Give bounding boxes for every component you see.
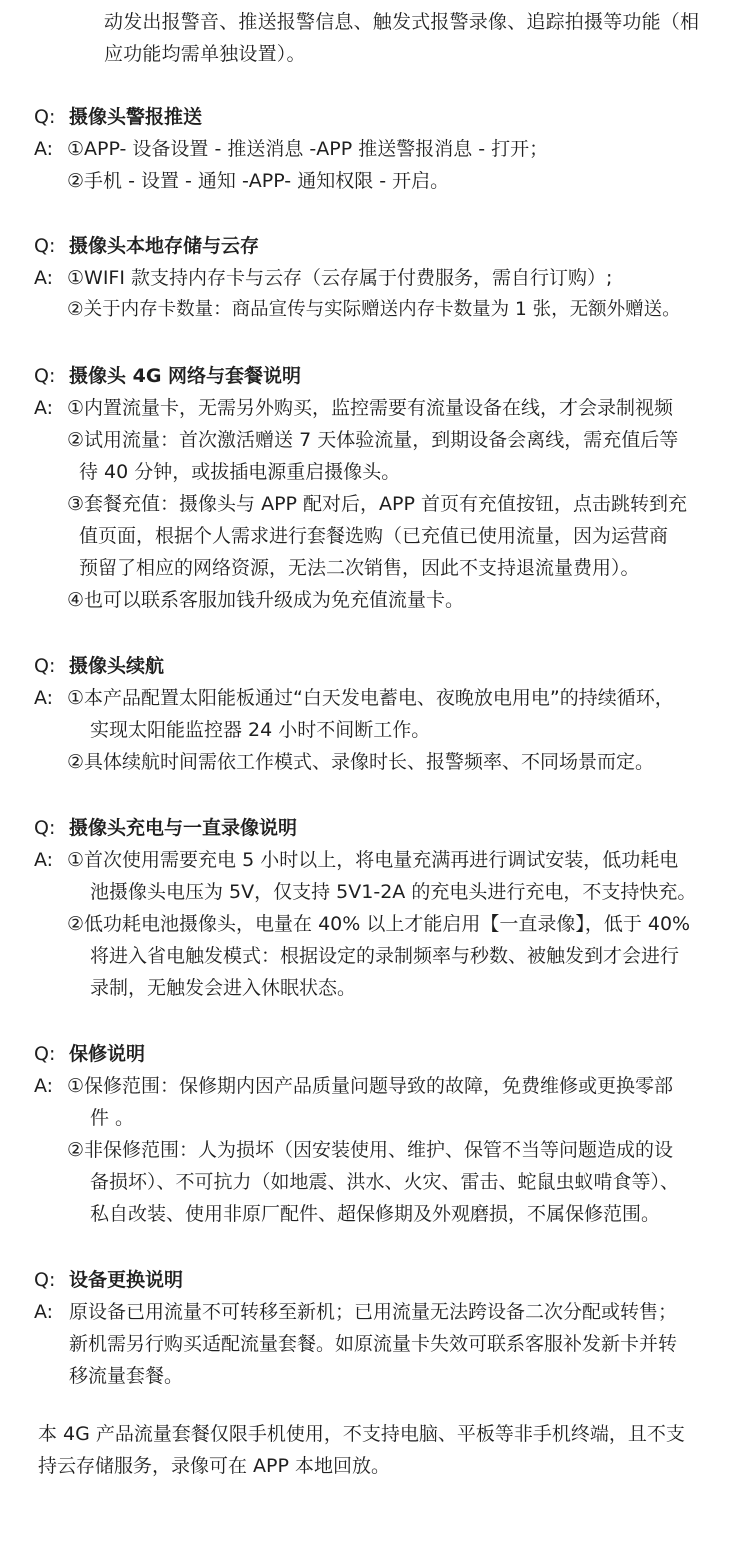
question-marker: Q: [34,365,56,387]
question-title: 摄像头警报推送 [69,106,203,128]
faq-item-storage [0,230,750,326]
answer-marker: A: [34,397,54,419]
answer-line: ②非保修范围：人为损坏（因安装使用、维护、保管不当等问题造成的设 [67,1139,674,1161]
question-marker: Q: [34,235,56,257]
answer-marker: A: [34,1075,54,1097]
footer-line: 本 4G 产品流量套餐仅限手机使用，不支持电脑、平板等非手机终端，且不支 [38,1423,685,1445]
answer-block [0,682,750,778]
question-row [0,360,750,392]
answer-line: ①内置流量卡，无需另外购买，监控需要有流量设备在线，才会录制视频 [67,397,674,419]
question-title: 保修说明 [69,1043,146,1065]
answer-line: 实现太阳能监控器 24 小时不间断工作。 [90,719,431,741]
faq-item-battery-life [0,650,750,778]
answer-line: 移流量套餐。 [69,1365,184,1387]
answer-block [0,133,750,197]
answer-line: ②具体续航时间需依工作模式、录像时长、报警频率、不同场景而定。 [67,751,655,773]
answer-line: ②关于内存卡数量：商品宣传与实际赠送内存卡数量为 1 张，无额外赠送。 [67,299,681,320]
answer-line: 将进入省电触发模式：根据设定的录制频率与秒数、被触发到才会进行 [90,945,680,967]
answer-block [0,392,750,616]
question-title: 摄像头 4G 网络与套餐说明 [69,365,302,387]
question-row [0,1264,750,1296]
faq-item-charging-recording [0,812,750,1004]
footer-line: 持云存储服务，录像可在 APP 本地回放。 [38,1455,390,1477]
answer-line: ①WIFI 款支持内存卡与云存（云存属于付费服务，需自行订购）; [67,267,613,289]
answer-line: 预留了相应的网络资源，无法二次销售，因此不支持退流量费用）。 [79,557,640,579]
answer-line: 值页面，根据个人需求进行套餐选购（已充值已使用流量，因为运营商 [79,525,669,547]
intro-line: 动发出报警音、推送报警信息、触发式报警录像、追踪拍摄等功能（相 [104,11,700,33]
faq-item-device-replacement [0,1264,750,1392]
answer-line: 新机需另行购买适配流量套餐。如原流量卡失效可联系客服补发新卡并转 [69,1333,678,1355]
answer-line: ①本产品配置太阳能板通过“白天发电蓄电、夜晚放电用电”的持续循环， [67,687,674,709]
answer-line: ④也可以联系客服加钱升级成为免充值流量卡。 [67,589,465,611]
answer-line: ③套餐充值：摄像头与 APP 配对后，APP 首页有充值按钮，点击跳转到充 [67,493,687,515]
footer-note [38,1418,728,1482]
answer-line: ②手机 - 设置 - 通知 -APP- 通知权限 - 开启。 [67,170,450,192]
answer-line: ②试用流量：首次激活赠送 7 天体验流量，到期设备会离线，需充值后等 [67,429,679,451]
answer-line: ①保修范围：保修期内因产品质量问题导致的故障，免费维修或更换零部 [67,1075,674,1097]
answer-line: 备损坏）、不可抗力（如地震、洪水、火灾、雷击、蛇鼠虫蚁啃食等）、 [90,1171,680,1193]
answer-block [0,1296,750,1392]
intro-line: 应功能均需单独设置）。 [104,43,306,65]
answer-marker: A: [34,138,54,160]
answer-line: 池摄像头电压为 5V，仅支持 5V1-2A 的充电头进行充电，不支持快充。 [90,881,697,903]
answer-marker: A: [34,1301,54,1323]
intro-paragraph [104,6,724,70]
answer-marker: A: [34,849,54,871]
answer-line: ②低功耗电池摄像头，电量在 40% 以上才能启用【一直录像】，低于 40% [67,913,691,935]
question-row [0,230,750,262]
question-title: 设备更换说明 [69,1269,184,1291]
answer-line: ①APP- 设备设置 - 推送消息 -APP 推送警报消息 - 打开； [67,138,549,160]
answer-block [0,262,750,326]
question-title: 摄像头充电与一直录像说明 [69,817,298,839]
faq-item-warranty [0,1038,750,1230]
answer-line: 件 。 [90,1107,135,1129]
question-row [0,1038,750,1070]
answer-block [0,1070,750,1230]
question-title: 摄像头续航 [69,655,165,677]
answer-line: 私自改装、使用非原厂配件、超保修期及外观磨损，不属保修范围。 [90,1203,661,1225]
answer-marker: A: [34,267,54,289]
answer-marker: A: [34,687,54,709]
question-marker: Q: [34,1043,56,1065]
question-row [0,101,750,133]
question-title: 摄像头本地存储与云存 [69,235,260,257]
faq-item-4g-plan [0,360,750,616]
answer-line: 原设备已用流量不可转移至新机；已用流量无法跨设备二次分配或转售； [69,1301,678,1323]
question-row [0,650,750,682]
answer-block [0,844,750,1004]
answer-line: ①首次使用需要充电 5 小时以上，将电量充满再进行调试安装，低功耗电 [67,849,679,871]
question-marker: Q: [34,1269,56,1291]
answer-line: 待 40 分钟，或拔插电源重启摄像头。 [79,461,401,483]
question-marker: Q: [34,817,56,839]
question-marker: Q: [34,655,56,677]
answer-line: 录制，无触发会进入休眠状态。 [90,977,357,999]
question-marker: Q: [34,106,56,128]
faq-item-alarm-push [0,101,750,197]
question-row [0,812,750,844]
